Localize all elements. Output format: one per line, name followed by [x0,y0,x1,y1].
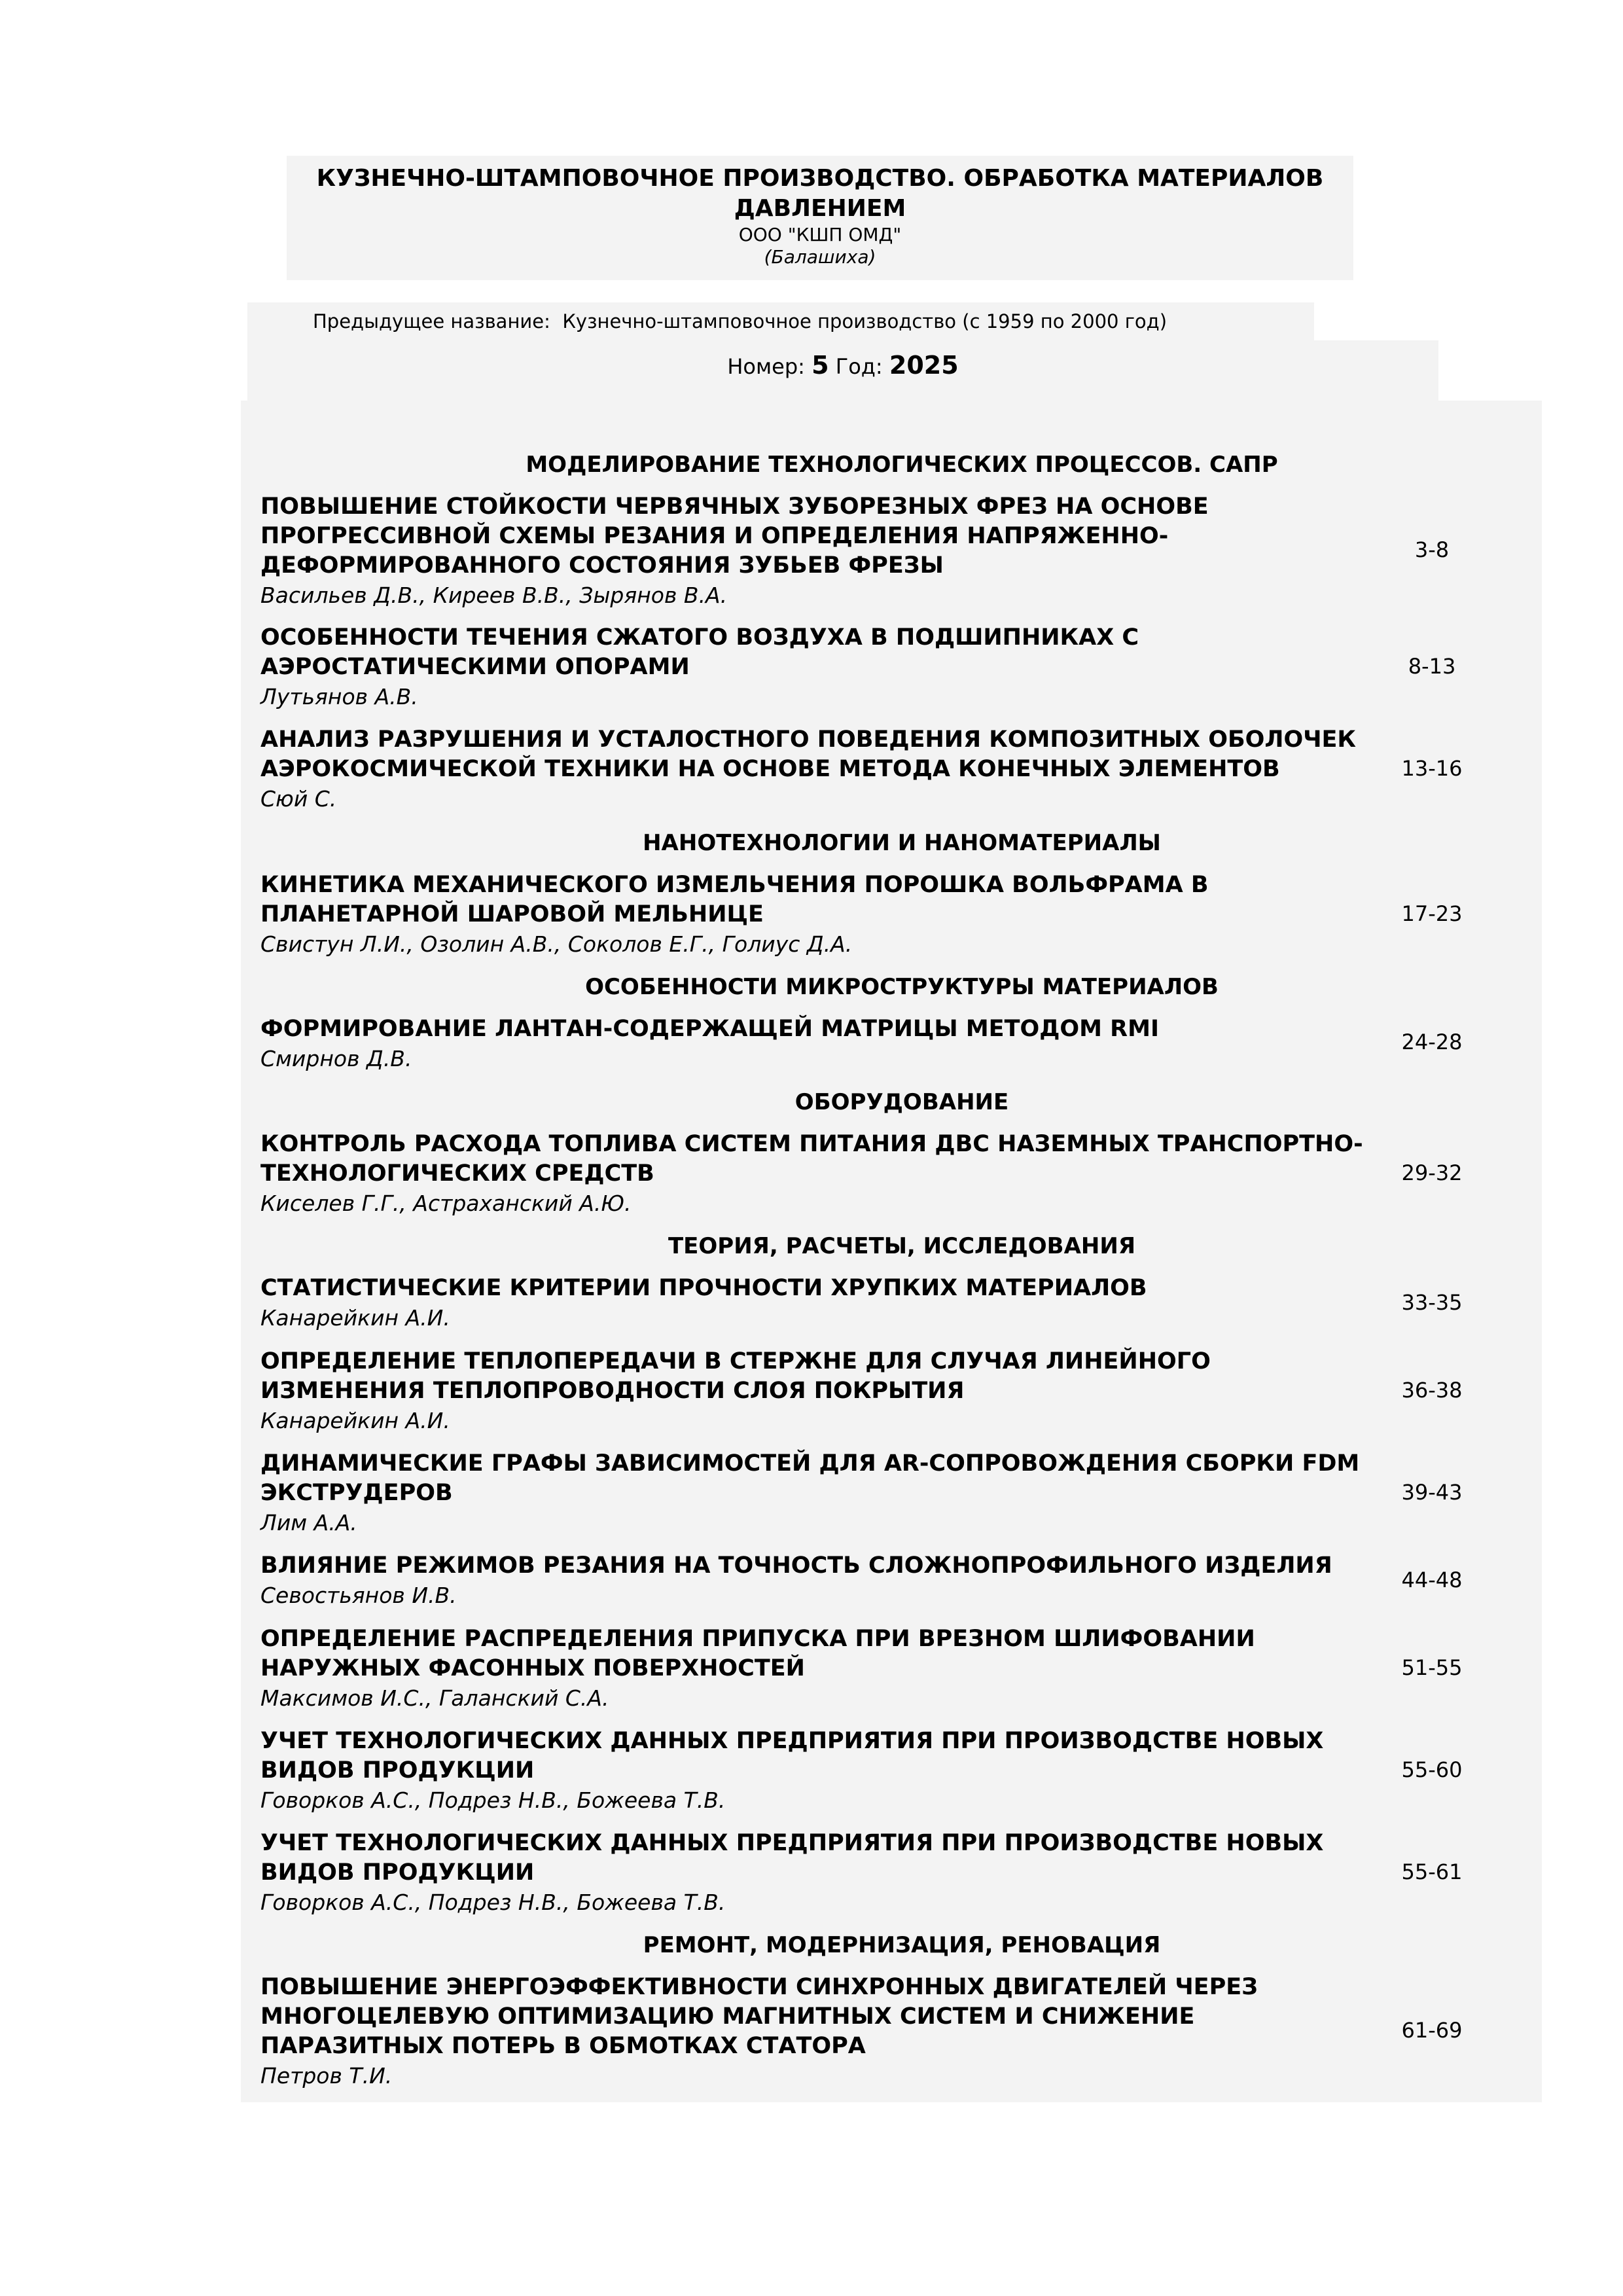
article-entry [260,492,1491,611]
article-pages: 55-61 [1401,1859,1463,1884]
section-heading: МОДЕЛИРОВАНИЕ ТЕХНОЛОГИЧЕСКИХ ПРОЦЕССОВ. САПР [526,452,1278,478]
article-authors: Сюй С. [260,786,337,812]
article-authors: Лим А.А. [260,1510,357,1535]
issue-info [247,340,1438,401]
article-title[interactable]: ПОВЫШЕНИЕ ЭНЕРГОЭФФЕКТИВНОСТИ СИНХРОННЫХ ДВИГАТЕЛЕЙ ЧЕРЕЗ МНОГОЦЕЛЕВУЮ ОПТИМИЗАЦИЮ МАГНИТНЫХ СИСТЕМ И СНИЖЕНИЕ ПАРАЗИТНЫХ ПОТЕРЬ В ОБМОТКАХ СТАТОРА [260,1974,1258,2059]
issue-number: 5 [812,351,829,380]
section-heading: ТЕОРИЯ, РАСЧЕТЫ, ИССЛЕДОВАНИЯ [668,1233,1136,1259]
issue-number-label: Номер: [727,354,805,379]
article-authors: Севостьянов И.В. [260,1583,457,1608]
article-title[interactable]: ОСОБЕННОСТИ ТЕЧЕНИЯ СЖАТОГО ВОЗДУХА В ПОДШИПНИКАХ С АЭРОСТАТИЧЕСКИМИ ОПОРАМИ [260,624,1139,680]
article-pages: 33-35 [1401,1290,1463,1315]
article-title[interactable]: УЧЕТ ТЕХНОЛОГИЧЕСКИХ ДАННЫХ ПРЕДПРИЯТИЯ ПРИ ПРОИЗВОДСТВЕ НОВЫХ ВИДОВ ПРОДУКЦИИ [260,1728,1324,1784]
article-pages: 17-23 [1401,901,1463,926]
section-heading: НАНОТЕХНОЛОГИИ И НАНОМАТЕРИАЛЫ [643,830,1161,856]
article-entry [260,623,1491,712]
article-entry [260,725,1491,814]
article-authors: Канарейкин А.И. [260,1408,450,1433]
article-pages: 51-55 [1401,1655,1463,1680]
article-pages: 13-16 [1401,756,1463,781]
article-authors: Лутьянов А.В. [260,684,418,709]
article-pages: 55-60 [1401,1757,1463,1782]
publisher: ООО "КШП ОМД" [738,224,902,245]
article-authors: Канарейкин А.И. [260,1305,450,1331]
article-pages: 3-8 [1414,537,1450,562]
article-entry [260,1130,1491,1219]
article-authors: Васильев Д.В., Киреев В.В., Зырянов В.А. [260,583,728,608]
article-pages: 44-48 [1401,1568,1463,1592]
article-title[interactable]: АНАЛИЗ РАЗРУШЕНИЯ И УСТАЛОСТНОГО ПОВЕДЕНИЯ КОМПОЗИТНЫХ ОБОЛОЧЕК АЭРОКОСМИЧЕСКОЙ ТЕХНИКИ НА ОСНОВЕ МЕТОДА КОНЕЧНЫХ ЭЛЕМЕНТОВ [260,726,1357,782]
article-authors: Смирнов Д.В. [260,1046,412,1071]
article-title[interactable]: КИНЕТИКА МЕХАНИЧЕСКОГО ИЗМЕЛЬЧЕНИЯ ПОРОШКА ВОЛЬФРАМА В ПЛАНЕТАРНОЙ ШАРОВОЙ МЕЛЬНИЦЕ [260,872,1209,927]
article-entry [260,1014,1491,1074]
article-entry [260,1973,1491,2091]
article-title[interactable]: ПОВЫШЕНИЕ СТОЙКОСТИ ЧЕРВЯЧНЫХ ЗУБОРЕЗНЫХ ФРЕЗ НА ОСНОВЕ ПРОГРЕССИВНОЙ СХЕМЫ РЕЗАНИЯ И ОПРЕДЕЛЕНИЯ НАПРЯЖЕННО-ДЕФОРМИРОВАННОГО СОСТОЯНИЯ ЗУБЬЕВ ФРЕЗЫ [260,493,1209,579]
article-title[interactable]: КОНТРОЛЬ РАСХОДА ТОПЛИВА СИСТЕМ ПИТАНИЯ ДВС НАЗЕМНЫХ ТРАНСПОРТНО-ТЕХНОЛОГИЧЕСКИХ СРЕДСТВ [260,1131,1363,1187]
issue-year: 2025 [889,351,959,380]
article-authors: Говорков А.С., Подрез Н.В., Божеева Т.В. [260,1787,726,1813]
issue-year-label: Год: [835,354,883,379]
previous-name-label: Предыдущее название: [313,310,550,332]
article-entry [260,870,1491,960]
journal-header [287,156,1353,280]
publisher-city: (Балашиха) [764,246,876,268]
article-authors: Петров Т.И. [260,2063,393,2089]
article-pages: 8-13 [1408,654,1456,679]
section-heading: РЕМОНТ, МОДЕРНИЗАЦИЯ, РЕНОВАЦИЯ [643,1932,1161,1958]
table-of-contents [241,401,1542,2102]
article-entry [260,1624,1491,1713]
article-authors: Максимов И.С., Галанский С.А. [260,1685,609,1711]
previous-name-value: Кузнечно-штамповочное производство (с 1959 по 2000 год) [562,310,1168,332]
article-entry [260,1274,1491,1333]
article-entry [260,1551,1491,1611]
journal-title: КУЗНЕЧНО-ШТАМПОВОЧНОЕ ПРОИЗВОДСТВО. ОБРАБОТКА МАТЕРИАЛОВ ДАВЛЕНИЕМ [316,165,1324,222]
article-entry [260,1449,1491,1538]
article-entry [260,1727,1491,1816]
article-pages: 24-28 [1401,1030,1463,1054]
previous-name [247,302,1314,340]
article-title[interactable]: СТАТИСТИЧЕСКИЕ КРИТЕРИИ ПРОЧНОСТИ ХРУПКИХ МАТЕРИАЛОВ [260,1275,1147,1301]
article-authors: Киселев Г.Г., Астраханский А.Ю. [260,1191,632,1216]
article-title[interactable]: УЧЕТ ТЕХНОЛОГИЧЕСКИХ ДАННЫХ ПРЕДПРИЯТИЯ ПРИ ПРОИЗВОДСТВЕ НОВЫХ ВИДОВ ПРОДУКЦИИ [260,1830,1324,1886]
article-title[interactable]: ФОРМИРОВАНИЕ ЛАНТАН-СОДЕРЖАЩЕЙ МАТРИЦЫ МЕТОДОМ RMI [260,1016,1159,1042]
article-title[interactable]: ВЛИЯНИЕ РЕЖИМОВ РЕЗАНИЯ НА ТОЧНОСТЬ СЛОЖНОПРОФИЛЬНОГО ИЗДЕЛИЯ [260,1552,1332,1579]
article-authors: Говорков А.С., Подрез Н.В., Божеева Т.В. [260,1890,726,1915]
section-heading: ОБОРУДОВАНИЕ [794,1089,1009,1115]
article-pages: 61-69 [1401,2018,1463,2043]
article-pages: 39-43 [1401,1480,1463,1505]
article-entry [260,1347,1491,1436]
article-pages: 36-38 [1401,1378,1463,1403]
article-authors: Свистун Л.И., Озолин А.В., Соколов Е.Г., Голиус Д.А. [260,931,853,957]
article-title[interactable]: ДИНАМИЧЕСКИЕ ГРАФЫ ЗАВИСИМОСТЕЙ ДЛЯ AR-СОПРОВОЖДЕНИЯ СБОРКИ FDM ЭКСТРУДЕРОВ [260,1450,1360,1506]
article-pages: 29-32 [1401,1160,1463,1185]
article-title[interactable]: ОПРЕДЕЛЕНИЕ ТЕПЛОПЕРЕДАЧИ В СТЕРЖНЕ ДЛЯ СЛУЧАЯ ЛИНЕЙНОГО ИЗМЕНЕНИЯ ТЕПЛОПРОВОДНОСТИ СЛОЯ ПОКРЫТИЯ [260,1348,1211,1404]
section-heading: ОСОБЕННОСТИ МИКРОСТРУКТУРЫ МАТЕРИАЛОВ [585,974,1219,1000]
article-entry [260,1829,1491,1918]
article-title[interactable]: ОПРЕДЕЛЕНИЕ РАСПРЕДЕЛЕНИЯ ПРИПУСКА ПРИ ВРЕЗНОМ ШЛИФОВАНИИ НАРУЖНЫХ ФАСОННЫХ ПОВЕРХНОСТЕЙ [260,1626,1255,1681]
